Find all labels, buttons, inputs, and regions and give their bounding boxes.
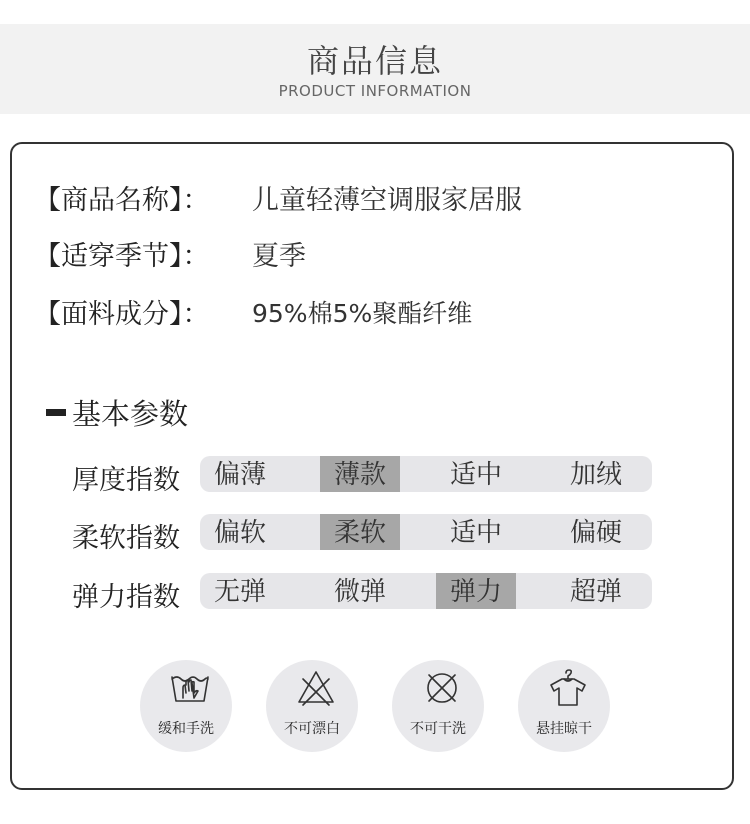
param-label-elasticity: 弹力指数 [72,582,180,613]
care-label: 缓和手洗 [158,721,214,737]
care-item-hand-wash [140,660,232,752]
param-option: 加绒 [569,460,622,490]
param-option: 超弹 [569,577,622,607]
param-option: 偏硬 [569,518,622,548]
care-item-hang-dry [518,660,610,752]
info-value-season: 夏季 [252,241,306,272]
info-label-season: 【适穿季节】： [34,241,210,272]
section-bar [46,409,66,416]
param-option: 偏软 [213,518,266,548]
param-track-elasticity [200,573,652,609]
care-item-no-bleach [266,660,358,752]
param-label-softness: 柔软指数 [72,523,180,554]
param-track-thickness [200,456,652,492]
care-label: 不可干洗 [410,721,466,737]
page-subtitle: PRODUCT INFORMATION [278,82,472,100]
param-option: 弹力 [436,573,516,609]
param-option: 无弹 [213,577,266,607]
param-track-softness [200,514,652,550]
info-label-fabric: 【面料成分】： [34,299,210,330]
param-option: 适中 [449,518,502,548]
no-dry-clean-icon [422,669,462,707]
no-bleach-icon [296,669,336,707]
care-item-no-dry-clean [392,660,484,752]
hand-wash-icon [170,669,210,707]
info-label-name: 【商品名称】： [34,185,210,216]
param-option: 微弹 [333,577,386,607]
param-option: 适中 [449,460,502,490]
param-option: 偏薄 [213,460,266,490]
info-value-fabric: 95%棉5%聚酯纤维 [252,299,473,328]
info-value-name: 儿童轻薄空调服家居服 [252,185,522,216]
header-band [0,24,750,114]
care-label: 不可漂白 [284,721,340,737]
product-info-card [10,142,734,790]
page-title: 商品信息 [306,42,443,80]
param-option: 薄款 [320,456,400,492]
hang-dry-icon [548,669,588,707]
care-label: 悬挂晾干 [536,721,592,737]
section-title: 基本参数 [72,397,189,431]
param-option: 柔软 [320,514,400,550]
param-label-thickness: 厚度指数 [72,465,180,496]
